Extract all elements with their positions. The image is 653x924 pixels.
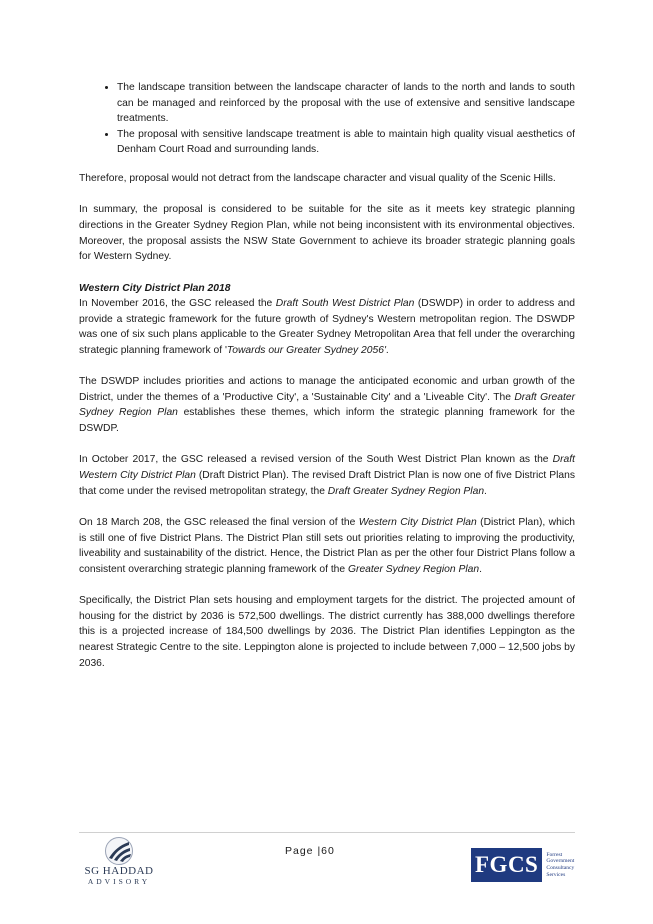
sg-haddad-wordmark: SG HADDAD — [84, 865, 154, 877]
sg-haddad-emblem-icon — [104, 836, 134, 866]
paragraph-specifically: Specifically, the District Plan sets housing and employment targets for the district. The projected amount of housing for the district by 2036 is 572,500 dwellings. The district currently has 388,000 dwellings therefore this is a projected increase of 184,500 dwellings by 2036. The District Plan identifies Leppington as the nearest Strategic Centre to the site. Leppington alone is projected to include between 7,000 – 12,500 jobs by 2036. — [79, 595, 575, 669]
sg-haddad-subtitle: ADVISORY — [87, 877, 151, 886]
bullet-item: • The proposal with sensitive landscape treatment is able to maintain high quality visual aesthetics of Denham Court Road and surrounding lands. — [117, 127, 575, 158]
section-western-city — [79, 281, 575, 359]
sg-haddad-logo — [79, 836, 159, 891]
fgcs-mark: FGCS — [471, 848, 542, 882]
bullet-list — [79, 80, 575, 158]
document-body — [79, 80, 575, 687]
paragraph-march: On 18 March 208, the GSC released the final version of the Western City District Plan (District Plan), which is still one of five District Plans. The District Plan still sets out priorities relating to improving the productivity, liveability and sustainability of the district. Hence, the District Plan as per the other four District Plans follow a consistent overarching strategic planning framework of the Greater Sydney Region Plan. — [79, 517, 575, 575]
section-heading: Western City District Plan 2018 — [79, 282, 231, 294]
paragraph-november: In November 2016, the GSC released the Draft South West District Plan (DSWDP) in order to address and provide a strategic framework for the future growth of Sydney's Western metropolitan region. The DSWDP was one of six such plans applicable to the Greater Sydney Metropolitan Area that fell under the overarching strategic planning framework of 'Towards our Greater Sydney 2056'. — [79, 298, 575, 356]
paragraph-summary: In summary, the proposal is considered to be suitable for the site as it meets key strategic planning directions in the Greater Sydney Region Plan, while not being inconsistent with its environmental objectives. Moreover, the proposal assists the NSW State Government to achieve its broader strategic planning goals for Western Sydney. — [79, 204, 575, 263]
paragraph-october: In October 2017, the GSC released a revised version of the South West District Plan known as the Draft Western City District Plan (Draft District Plan). The revised Draft District Plan is now one of five District Plans that come under the revised metropolitan strategy, the Draft Greater Sydney Region Plan. — [79, 454, 575, 497]
fgcs-logo — [471, 845, 583, 885]
paragraph-therefore: Therefore, proposal would not detract from the landscape character and visual quality of the Scenic Hills. — [79, 172, 556, 184]
footer-divider — [79, 832, 575, 833]
fgcs-tagline: Forrest Government Consultancy Services — [546, 851, 575, 878]
bullet-item: • The landscape transition between the landscape character of lands to the north and lands to south can be managed and reinforced by the proposal with the use of extensive and sensitive landscape treatments. — [117, 80, 575, 127]
paragraph-dswdp: The DSWDP includes priorities and actions to manage the anticipated economic and urban growth of the District, under the themes of a 'Productive City', a 'Sustainable City' and a 'Liveable City'. The Draft Greater Sydney Region Plan establishes these themes, which inform the strategic planning framework for the DSWDP. — [79, 376, 575, 435]
page-number: Page |60 — [285, 845, 335, 857]
